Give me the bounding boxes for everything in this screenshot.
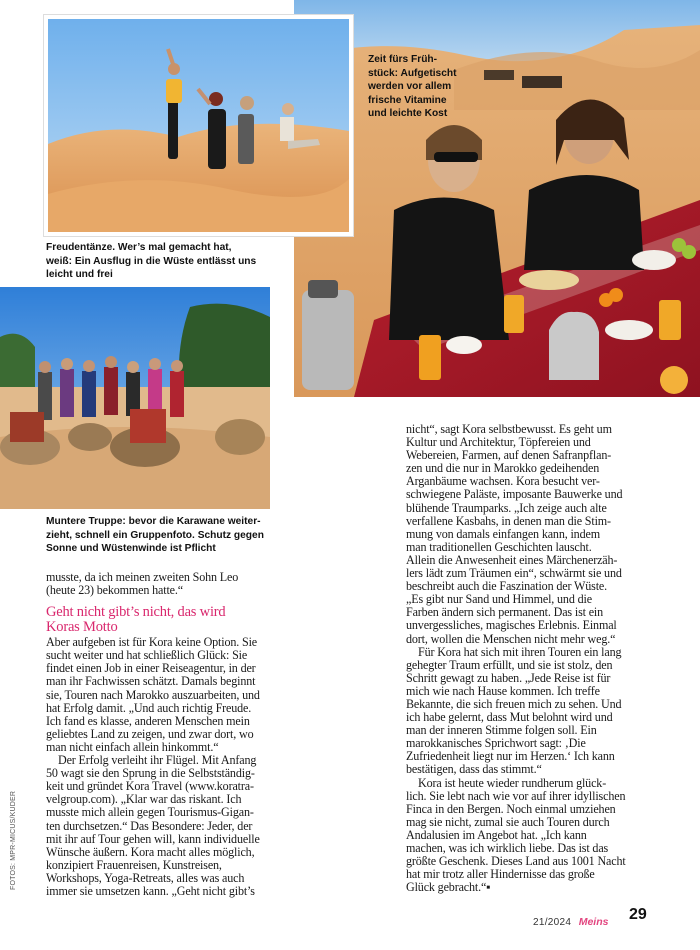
right-paragraph-2: Für Kora hat sich mit ihren Touren ein lang gehegter Traum erfüllt, und sie ist stolz, den Schritt gewagt zu haben. „Jede Reise ist für mich wie nach Hause kommen. Ich treffe Bekannte, die sich freuen mich zu sehen. Und ich habe gelernt, dass Mut belohnt wird und man der inneren Stimme folgen soll. Ein marokkanisches Sprichwort sagt: ‚Die Zufriedenheit liegt nur im Herzen.‘ Ich kann bestätigen, dass das stimmt.“ (406, 644, 622, 777)
left-paragraph-2: Der Erfolg verleiht ihr Flügel. Mit Anfang 50 wagt sie den Sprung in die Selbstständig- keit und gründet Kora Travel (www.koratra- velgroup.com). „Klar war das riskant. Ich musste mich allein gegen Tourismus-Gigan- ten durchsetzen.“ Das Besondere: Jeder, der mit ihr auf Tour gehen will, kann individuelle Wünsche äußern. Kora macht alles möglich, konzipiert Frauenreisen, Kunstreisen, Workshops, Yoga-Retreats, alles was auch immer sie umsetzen kann. „Geht nicht gibt’s (46, 753, 260, 898)
breakfast-caption: Zeit fürs Früh- stück: Aufgetischt werden vor allem frische Vitamine und leichte Kost (368, 54, 457, 119)
intro-paragraph: musste, da ich meinen zweiten Sohn Leo (heute 23) bekommen hatte.“ (46, 570, 239, 598)
section-heading: Geht nicht gibt’s nicht, das wird Koras Motto (46, 604, 226, 636)
right-paragraph-1: nicht“, sagt Kora selbstbewusst. Es geht um Kultur und Architektur, Töpfereien und Webereien, Farmen, auf denen Safranpflan- zen und die nur in Marokko gedeihenden Arganbäume wachsen. Kora besucht ver- schwiegene Paläste, imposante Bauwerke und blühende Traumparks. „Ich zeige auch alte verfallene Kasbahs, in denen man die Stim- mung von damals einfangen kann, indem man traditionellen Geschichten lauscht. Allein die Anwesenheit eines Märchenerzäh- lers lädt zum Träumen ein“, schwärmt sie und beschreibt auch die Faszination der Wüste. „Es gibt nur Sand und Himmel, und die Farben ändern sich permanent. Das ist ein unvergessliches, magisches Erlebnis. Einmal dort, wollen die Menschen nicht mehr weg.“ (406, 422, 623, 646)
dance-caption: Freudentänze. Wer’s mal gemacht hat, weiß: Ein Ausflug in die Wüste entlässt uns leicht und frei (46, 242, 257, 280)
dance-photo (44, 15, 353, 236)
right-paragraph-3: Kora ist heute wieder rundherum glück- lich. Sie lebt nach wie vor auf ihrer idyllischen Finca in den Bergen. Noch einmal umziehen mag sie nicht, zumal sie auch Touren durch Andalusien im Angebot hat. „Ich kann machen, was ich wirklich liebe. Das ist das größte Geschenk. Dieses Land aus 1001 Nacht hat mir trotz aller Hindernisse das große Glück gebracht.“▪ (406, 775, 626, 895)
left-column (46, 571, 276, 898)
left-paragraph-1: Aber aufgeben ist für Kora keine Option. Sie sucht weiter und hat schließlich Glück: Sie findet einen Job in einer Reiseagentur, in der man ihr Fachwissen schätzt. Damals beginnt sie, Touren nach Marokko auszuarbeiten, und hat Erfolg damit. „Und auch richtig Freude. Ich fand es klasse, anderen Menschen mein geliebtes Land zu zeigen, und zwar dort, wo man nicht einfach allein hinkommt.“ (46, 635, 260, 754)
page-number: 29 (629, 906, 647, 923)
camels-caption: Muntere Truppe: bevor die Karawane weiter- zieht, schnell ein Gruppenfoto. Schutz gegen Sonne und Wüstenwinde ist Pflicht (46, 516, 264, 554)
footer (533, 912, 608, 930)
photo-credit: FOTOS: MPR-MICUS/KUDER (10, 790, 17, 890)
right-column (406, 423, 686, 894)
breakfast-photo (294, 0, 700, 397)
brand-logo: Meins (578, 916, 609, 928)
issue-number: 21/2024 (533, 917, 572, 928)
camels-photo (0, 287, 270, 509)
